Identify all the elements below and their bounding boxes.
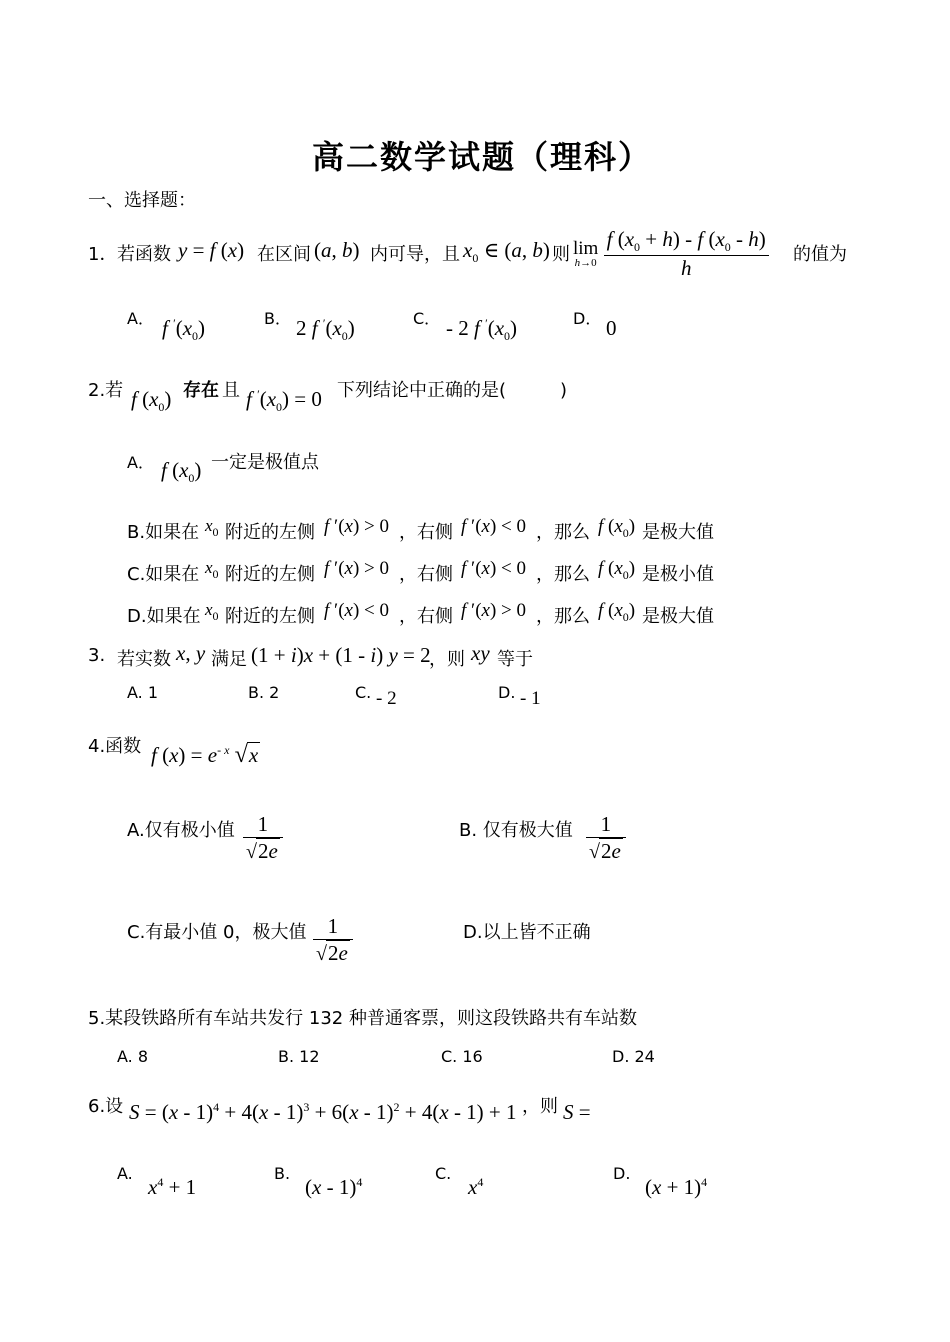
q2-option-b: B.如果在 [127,522,200,543]
q3-option-d: - 1 [520,688,541,709]
q1-formula-interval: (a, b) [314,238,360,262]
q2-option-d-text: 附近的左侧 [225,606,315,627]
q6-option-c: $x^4$ [468,1175,484,1199]
q2-option-d-text: ，那么 [536,606,590,627]
q2-option-c-text: 附近的左侧 [225,564,315,585]
q2-option-c-formula: f ′(x) < 0 [461,558,526,579]
q1-option-b-label: B． [264,309,291,328]
q3-number: 3. [88,645,106,666]
q2-option-d-text: ，右侧 [399,606,453,627]
q2-option-d-formula: f ′(x) > 0 [461,600,526,621]
q1-formula-x0: $x_0$ ∈ (a, b) [463,238,550,265]
q6-option-d: $(x + 1)^4$ [645,1175,708,1199]
q1-text: 在区间 [257,244,311,265]
q2-option-c-text: ，那么 [536,564,590,585]
q6-formula: S = (x - 1)$^4$ + 4(x - 1)$^3$ + 6(x - 1)$^2$ + 4(x - 1) + 1 [129,1100,517,1124]
q4-option-d-text: D.以上皆不正确 [463,922,591,943]
q2-option-c: C.如果在 [127,564,200,585]
q2-option-d-formula: f ′(x) < 0 [324,600,389,621]
q2-option-b-formula: f ′(x) > 0 [324,516,389,537]
q3-option-b: B. 2 [248,683,280,702]
q2-option-d-formula: $x_0$ [205,600,219,623]
q2-bold-text: 存在 [183,380,219,401]
q3-option-c: - 2 [376,688,397,709]
q5-option-c: C. 16 [441,1047,483,1066]
q2-option-b-text: ，右侧 [399,522,453,543]
q5-text: 5.某段铁路所有车站共发行 132 种普通客票，则这段铁路共有车站数 [88,1008,637,1029]
q5-option-a: A. 8 [117,1047,149,1066]
q3-option-c-label: C. [355,683,372,702]
q1-option-d-label: D． [573,309,602,328]
q4-option-c-text: C.有最小值 0，极大值 [127,922,307,943]
q2-option-c-text: 是极小值 [642,564,714,585]
q3-formula-xy: x, y [176,641,206,665]
q1-option-a-label: A． [127,309,154,328]
q6-prefix: 6.设 [88,1096,124,1117]
q3-text: 满足 [211,649,247,670]
q6-option-d-label: D. [613,1164,631,1183]
q2-formula-fx0: f $(x_0)$ [131,387,172,414]
q2-option-b-formula: f ′(x) < 0 [461,516,526,537]
q2-option-a-label: A． [127,453,154,472]
q3-formula-equation: (1 + i)x + (1 - i) y = 2 [251,643,431,667]
q2-option-b-text: ，那么 [536,522,590,543]
q2-prefix: 2.若 [88,380,124,401]
q2-option-c-formula: f $(x_0)$ [598,558,636,582]
q1-option-b: 2 f $'(x_0)$ [296,316,355,343]
q1-text: 的值为 [793,244,847,265]
q2-formula-derivative-zero: f $'(x_0) = 0$ [246,387,322,414]
q6-option-c-label: C. [435,1164,452,1183]
q4-option-b-fraction: $\frac{1}{√2e}$ [586,812,626,864]
q2-option-d: D.如果在 [127,606,201,627]
q3-option-a: A. 1 [127,683,159,702]
q4-option-b-text: B. 仅有极大值 [459,820,573,841]
q2-option-a-text: 一定是极值点 [211,452,319,473]
q3-text: 若实数 [117,649,171,670]
q2-option-d-text: 是极大值 [642,606,714,627]
q1-text: 内可导，且 [370,244,460,265]
q6-formula-s: S = [563,1100,591,1124]
q3-text: 等于 [497,649,533,670]
q2-text: 且 [222,380,240,401]
q2-option-b-text: 附近的左侧 [225,522,315,543]
page-title: 高二数学试题（理科） [312,138,653,176]
q3-text: ，则 [429,649,465,670]
q1-option-d: 0 [606,316,617,340]
q1-option-c: - 2 f $'(x_0)$ [446,316,518,343]
q1-number: 1． [88,244,118,265]
q2-option-c-formula: $x_0$ [205,558,219,581]
q3-formula-product: xy [471,641,490,665]
q6-option-b: (x - 1)$^4$ [305,1175,363,1199]
q2-option-b-formula: $x_0$ [205,516,219,539]
q4-option-c-fraction: $\frac{1}{√2e}$ [313,914,353,966]
q1-formula-limit: lim h→0 $\frac{f (x_0 + h) - f (x_0 - h)}{h}$ [573,227,769,281]
q4-option-a-fraction: $\frac{1}{√2e}$ [243,812,283,864]
q4-prefix: 4.函数 [88,736,142,757]
q4-formula: f $(x) = e^{- x}$ √x [151,742,259,768]
q1-text: 若函数 [117,244,171,265]
q4-option-a-text: A.仅有极小值 [127,820,235,841]
q1-formula-function: y = f (x) [178,238,245,262]
q6-text: ，则 [522,1096,558,1117]
q3-option-d-label: D. [498,683,516,702]
q2-option-c-text: ，右侧 [399,564,453,585]
q1-text: 则 [552,244,570,265]
q5-option-b: B. 12 [278,1047,320,1066]
q1-option-c-label: C． [413,309,441,328]
q2-option-b-text: 是极大值 [642,522,714,543]
q2-option-a-formula: f $(x_0)$ [161,458,202,485]
q2-option-d-formula: f $(x_0)$ [598,600,636,624]
q1-option-a: f $'(x_0)$ [162,316,206,343]
q6-option-a-label: A. [117,1164,133,1183]
q6-option-b-label: B. [274,1164,291,1183]
q2-option-c-formula: f ′(x) > 0 [324,558,389,579]
q2-text: 下列结论中正确的是( ) [337,380,568,401]
q2-option-b-formula: f $(x_0)$ [598,516,636,540]
q5-option-d: D. 24 [612,1047,655,1066]
section-heading: 一、选择题： [88,190,196,211]
q6-option-a: $x^4 + 1$ [148,1175,197,1199]
